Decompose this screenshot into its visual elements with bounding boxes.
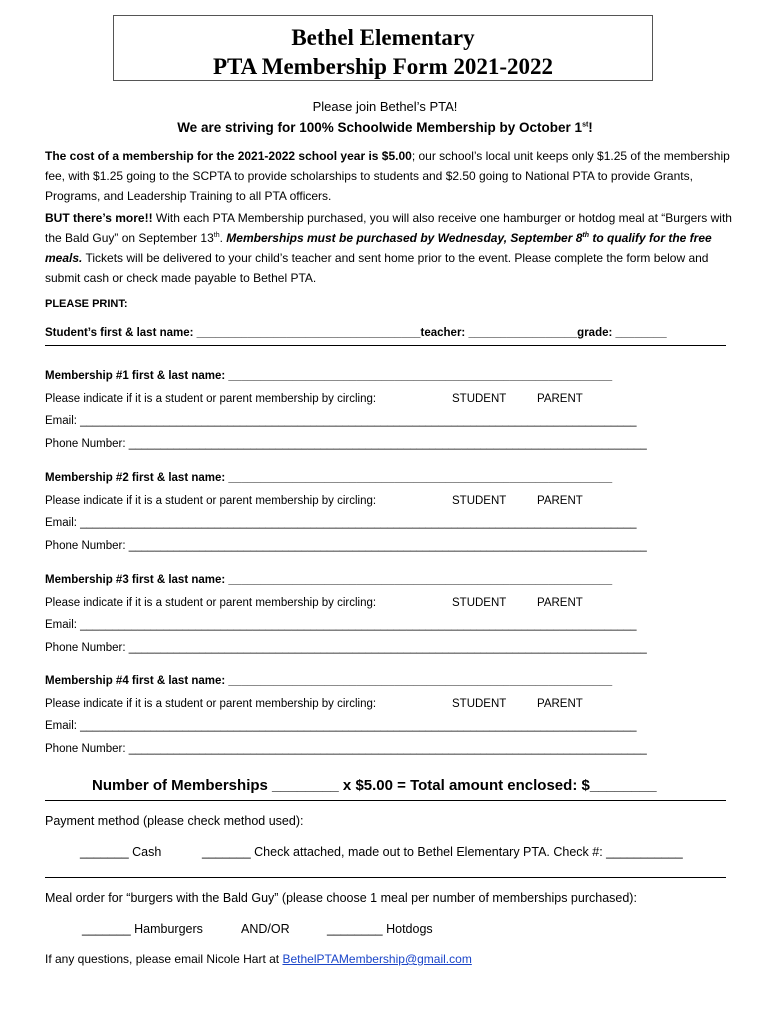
student-line[interactable]: Student’s first & last name: ___________________________________teacher: _________________grade: ________ [45,327,667,339]
contact-text: If any questions, please email Nicole Hart at [45,952,283,966]
and-or-text: AND/OR [241,922,290,936]
cash-option[interactable]: _______ Cash [80,845,162,859]
membership-type-prompt: Please indicate if it is a student or parent membership by circling: [45,393,377,405]
check-option[interactable]: _______ Check attached, made out to Bethel Elementary PTA. Check #: ___________ [202,845,683,859]
divider [45,877,726,878]
more-deadline: Memberships must be purchased by Wednesday, September 8 [226,231,583,245]
more-text3: Tickets will be delivered to your child’s teacher and sent home prior to the event. Please complete the form below and submit cash or check made payable to Bethel PTA. [45,251,709,285]
student-option[interactable]: STUDENT [452,393,507,405]
membership-type-prompt: Please indicate if it is a student or parent membership by circling: [45,495,377,507]
divider [45,345,726,346]
more-text2: . [219,231,227,245]
parent-option[interactable]: PARENT [537,393,583,405]
contact-email-link[interactable]: BethelPTAMembership@gmail.com [282,952,472,966]
student-option[interactable]: STUDENT [452,495,507,507]
more-deadline-sup: th [582,232,590,239]
student-option[interactable]: STUDENT [452,597,507,609]
cost-paragraph [45,146,735,206]
membership-name-field[interactable]: Membership #3 first & last name: ____________________________________________________________ [45,574,613,586]
membership-name-field[interactable]: Membership #2 first & last name: ____________________________________________________________ [45,472,613,484]
payment-label: Payment method (please check method used): [45,814,304,828]
please-print: PLEASE PRINT: [45,298,128,310]
meal-label: Meal order for “burgers with the Bald Guy” (please choose 1 meal per number of memberships purchased): [45,891,637,905]
email-field[interactable]: Email: _______________________________________________________________________________________ [45,415,637,427]
parent-option[interactable]: PARENT [537,495,583,507]
more-bold: BUT there’s more!! [45,211,153,225]
join-text: Please join Bethel’s PTA! [312,99,458,114]
membership-type-prompt: Please indicate if it is a student or parent membership by circling: [45,597,377,609]
membership-name-field[interactable]: Membership #4 first & last name: ____________________________________________________________ [45,675,613,687]
membership-type-prompt: Please indicate if it is a student or parent membership by circling: [45,698,377,710]
phone-field[interactable]: Phone Number: _________________________________________________________________________________ [45,540,647,552]
more-sup: th [213,232,220,239]
parent-option[interactable]: PARENT [537,597,583,609]
striving-end: ! [588,120,593,135]
more-paragraph [45,208,735,288]
divider [45,800,726,801]
striving-text [0,120,770,135]
student-option[interactable]: STUDENT [452,698,507,710]
form-title: PTA Membership Form 2021-2022 [212,54,554,79]
membership-name-field[interactable]: Membership #1 first & last name: ____________________________________________________________ [45,370,613,382]
striving-main: We are striving for 100% Schoolwide Membership by October 1 [177,120,583,135]
striving-sup: st [582,121,589,129]
email-field[interactable]: Email: _______________________________________________________________________________________ [45,517,637,529]
form-title-box [113,15,653,81]
hotdogs-option[interactable]: ________ Hotdogs [327,922,433,936]
more-text1: With each PTA Membership purchased, you will also receive one hamburger or hotdog meal at “Burgers with the Bald Guy” on September 13 [45,211,732,245]
cost-bold: The cost of a membership for the 2021-2022 school year is $5.00 [45,149,412,163]
cost-rest: ; our school’s local unit keeps only $1.25 of the membership fee, with $1.25 going to the SCPTA to provide scholarships to students and $2.50 going to National PTA to provide Grants, Programs, and Leadership Training to all PTA officers. [45,149,730,203]
total-enclosed[interactable]: Number of Memberships ________ x $5.00 = Total amount enclosed: $________ [92,777,657,794]
parent-option[interactable]: PARENT [537,698,583,710]
email-field[interactable]: Email: _______________________________________________________________________________________ [45,720,637,732]
more-deadline-end: to qualify for the free meals. [45,231,712,265]
contact-line [45,952,472,966]
phone-field[interactable]: Phone Number: _________________________________________________________________________________ [45,743,647,755]
hamburgers-option[interactable]: _______ Hamburgers [82,922,203,936]
school-name: Bethel Elementary [291,25,475,50]
email-field[interactable]: Email: _______________________________________________________________________________________ [45,619,637,631]
phone-field[interactable]: Phone Number: _________________________________________________________________________________ [45,642,647,654]
phone-field[interactable]: Phone Number: _________________________________________________________________________________ [45,438,647,450]
